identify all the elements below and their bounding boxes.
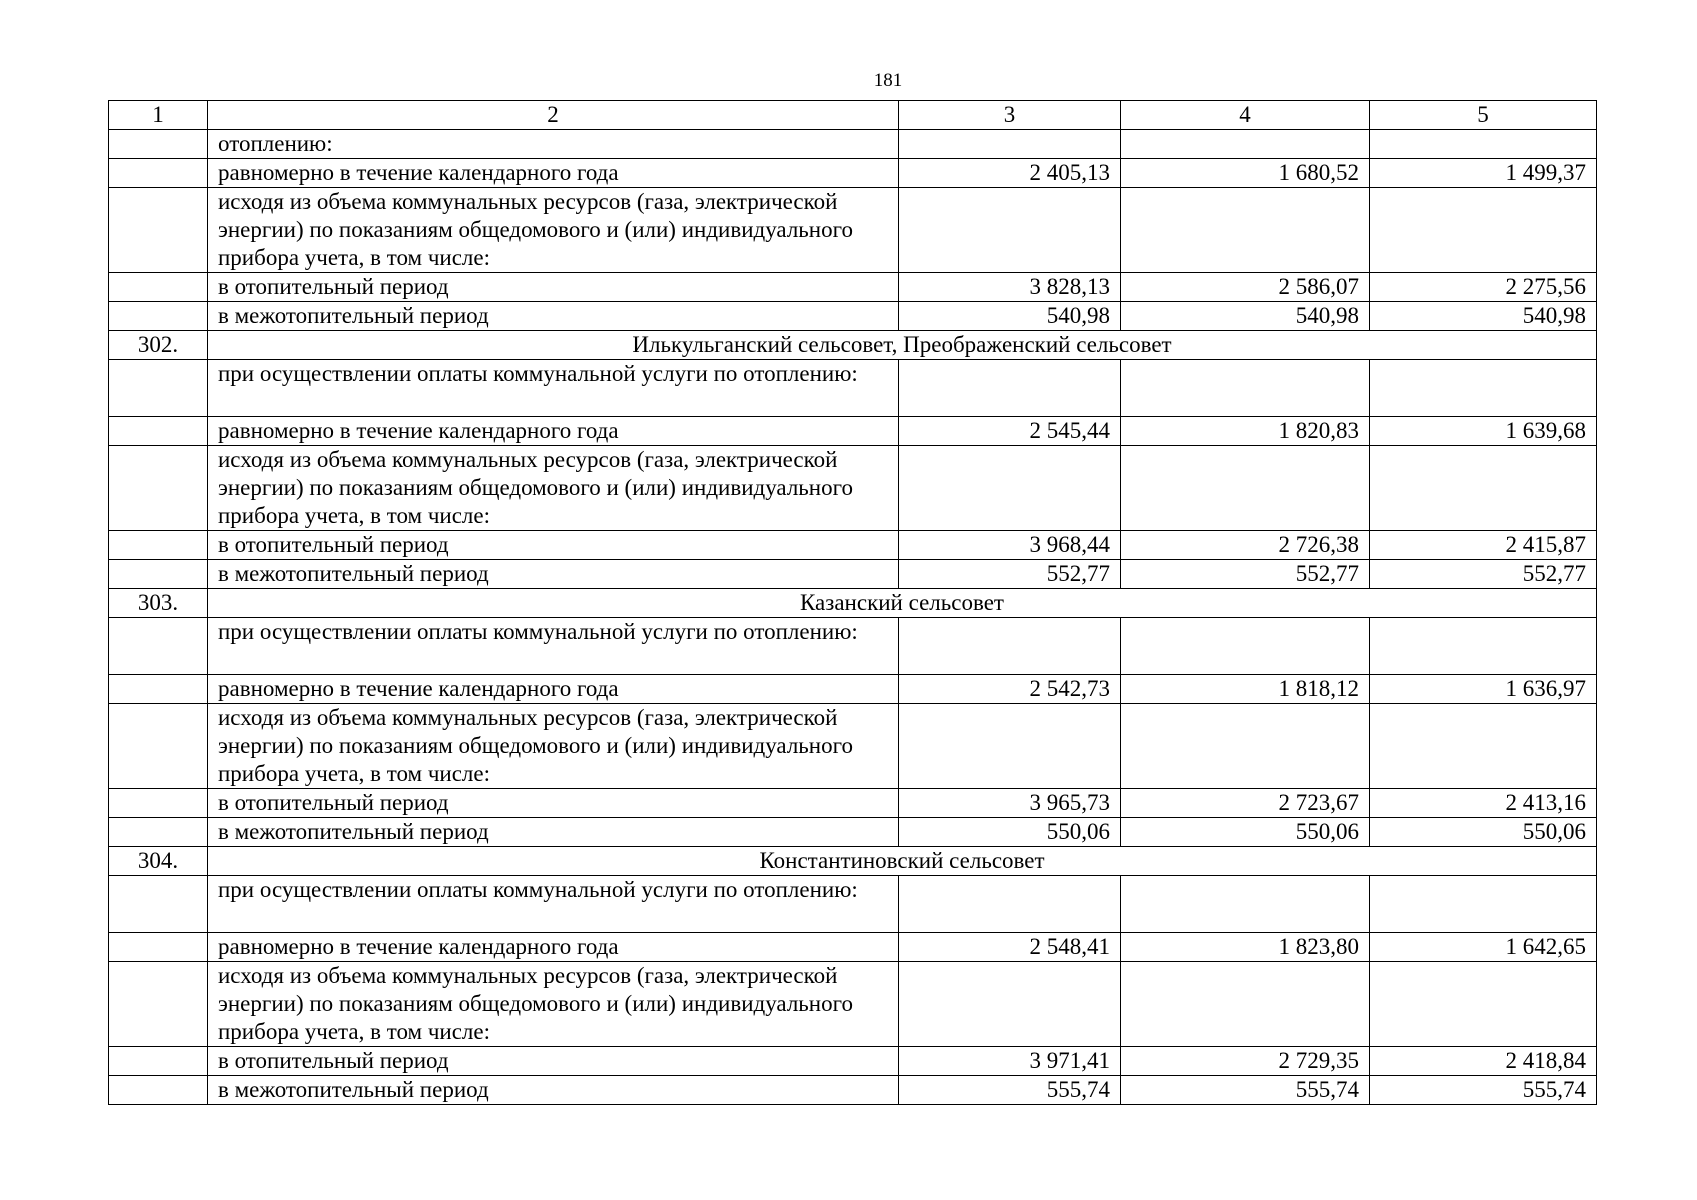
row-number-cell — [109, 188, 208, 273]
table-row — [109, 876, 1597, 933]
table-row — [109, 273, 1597, 302]
value-col3-cell: 552,77 — [899, 560, 1121, 589]
section-title: Илькульганский сельсовет, Преображенский сельсовет — [208, 331, 1597, 360]
description-cell: равномерно в течение календарного года — [208, 417, 899, 446]
row-number-cell — [109, 876, 208, 933]
value-col3-cell: 3 965,73 — [899, 789, 1121, 818]
description-cell: в отопительный период — [208, 531, 899, 560]
row-number-cell — [109, 704, 208, 789]
tariff-table — [108, 100, 1597, 1105]
row-number-cell — [109, 618, 208, 675]
row-number-cell — [109, 360, 208, 417]
description-cell: исходя из объема коммунальных ресурсов (газа, электрической энергии) по показаниям общедомового и (или) индивидуального прибора учета, в том числе: — [208, 962, 899, 1047]
value-col3-cell — [899, 618, 1121, 675]
description-cell: равномерно в течение календарного года — [208, 933, 899, 962]
value-col3-cell — [899, 130, 1121, 159]
description-cell: равномерно в течение календарного года — [208, 159, 899, 188]
value-col4-cell: 2 723,67 — [1121, 789, 1370, 818]
column-header-4: 4 — [1121, 101, 1370, 130]
table-row — [109, 446, 1597, 531]
table-body — [109, 101, 1597, 1105]
value-col5-cell: 1 642,65 — [1370, 933, 1597, 962]
value-col4-cell: 550,06 — [1121, 818, 1370, 847]
table-row — [109, 360, 1597, 417]
value-col5-cell — [1370, 446, 1597, 531]
row-number-cell — [109, 818, 208, 847]
section-title: Константиновский сельсовет — [208, 847, 1597, 876]
row-number-cell — [109, 417, 208, 446]
value-col4-cell — [1121, 360, 1370, 417]
description-cell: исходя из объема коммунальных ресурсов (газа, электрической энергии) по показаниям общедомового и (или) индивидуального прибора учета, в том числе: — [208, 188, 899, 273]
table-row — [109, 302, 1597, 331]
value-col4-cell — [1121, 618, 1370, 675]
description-cell: при осуществлении оплаты коммунальной услуги по отоплению: — [208, 618, 899, 675]
section-row — [109, 847, 1597, 876]
row-number-cell — [109, 159, 208, 188]
row-number-cell — [109, 675, 208, 704]
value-col4-cell — [1121, 130, 1370, 159]
value-col3-cell: 3 971,41 — [899, 1047, 1121, 1076]
value-col3-cell: 2 548,41 — [899, 933, 1121, 962]
value-col3-cell: 550,06 — [899, 818, 1121, 847]
value-col3-cell: 3 968,44 — [899, 531, 1121, 560]
value-col5-cell: 2 413,16 — [1370, 789, 1597, 818]
section-number: 304. — [109, 847, 208, 876]
value-col4-cell: 540,98 — [1121, 302, 1370, 331]
value-col4-cell: 1 818,12 — [1121, 675, 1370, 704]
column-header-1: 1 — [109, 101, 208, 130]
value-col5-cell — [1370, 618, 1597, 675]
description-cell: исходя из объема коммунальных ресурсов (газа, электрической энергии) по показаниям общедомового и (или) индивидуального прибора учета, в том числе: — [208, 446, 899, 531]
row-number-cell — [109, 446, 208, 531]
section-number: 302. — [109, 331, 208, 360]
value-col5-cell: 540,98 — [1370, 302, 1597, 331]
value-col4-cell — [1121, 962, 1370, 1047]
value-col4-cell: 2 586,07 — [1121, 273, 1370, 302]
description-cell: отоплению: — [208, 130, 899, 159]
value-col4-cell: 1 820,83 — [1121, 417, 1370, 446]
row-number-cell — [109, 531, 208, 560]
section-row — [109, 331, 1597, 360]
description-cell: в межотопительный период — [208, 560, 899, 589]
table-row — [109, 188, 1597, 273]
table-row — [109, 818, 1597, 847]
description-cell: в межотопительный период — [208, 302, 899, 331]
value-col5-cell: 1 499,37 — [1370, 159, 1597, 188]
description-cell: в отопительный период — [208, 273, 899, 302]
value-col3-cell: 2 542,73 — [899, 675, 1121, 704]
value-col4-cell — [1121, 188, 1370, 273]
value-col5-cell: 2 415,87 — [1370, 531, 1597, 560]
row-number-cell — [109, 273, 208, 302]
table-row — [109, 159, 1597, 188]
description-cell: в межотопительный период — [208, 818, 899, 847]
row-number-cell — [109, 933, 208, 962]
page-number: 181 — [873, 70, 903, 91]
value-col4-cell: 2 726,38 — [1121, 531, 1370, 560]
value-col3-cell — [899, 360, 1121, 417]
table-row — [109, 130, 1597, 159]
value-col3-cell: 2 405,13 — [899, 159, 1121, 188]
value-col5-cell — [1370, 704, 1597, 789]
column-header-2: 2 — [208, 101, 899, 130]
description-cell: в отопительный период — [208, 1047, 899, 1076]
description-cell: в отопительный период — [208, 789, 899, 818]
value-col5-cell: 555,74 — [1370, 1076, 1597, 1105]
table-row — [109, 704, 1597, 789]
value-col4-cell: 555,74 — [1121, 1076, 1370, 1105]
value-col3-cell — [899, 704, 1121, 789]
column-number-row — [109, 101, 1597, 130]
value-col3-cell: 3 828,13 — [899, 273, 1121, 302]
value-col3-cell: 2 545,44 — [899, 417, 1121, 446]
column-header-3: 3 — [899, 101, 1121, 130]
value-col3-cell — [899, 962, 1121, 1047]
table-row — [109, 417, 1597, 446]
value-col5-cell: 1 639,68 — [1370, 417, 1597, 446]
row-number-cell — [109, 302, 208, 331]
row-number-cell — [109, 962, 208, 1047]
row-number-cell — [109, 1047, 208, 1076]
column-header-5: 5 — [1370, 101, 1597, 130]
table-row — [109, 618, 1597, 675]
value-col5-cell: 2 418,84 — [1370, 1047, 1597, 1076]
value-col3-cell — [899, 446, 1121, 531]
value-col3-cell: 540,98 — [899, 302, 1121, 331]
value-col3-cell: 555,74 — [899, 1076, 1121, 1105]
description-cell: при осуществлении оплаты коммунальной услуги по отоплению: — [208, 360, 899, 417]
value-col5-cell: 552,77 — [1370, 560, 1597, 589]
description-cell: исходя из объема коммунальных ресурсов (газа, электрической энергии) по показаниям общедомового и (или) индивидуального прибора учета, в том числе: — [208, 704, 899, 789]
value-col5-cell — [1370, 962, 1597, 1047]
row-number-cell — [109, 1076, 208, 1105]
table-row — [109, 789, 1597, 818]
row-number-cell — [109, 789, 208, 818]
table-row — [109, 675, 1597, 704]
value-col4-cell — [1121, 876, 1370, 933]
description-cell: при осуществлении оплаты коммунальной услуги по отоплению: — [208, 876, 899, 933]
table-row — [109, 1076, 1597, 1105]
table-row — [109, 933, 1597, 962]
value-col5-cell — [1370, 360, 1597, 417]
description-cell: равномерно в течение календарного года — [208, 675, 899, 704]
value-col4-cell — [1121, 446, 1370, 531]
value-col5-cell: 550,06 — [1370, 818, 1597, 847]
row-number-cell — [109, 560, 208, 589]
description-cell: в межотопительный период — [208, 1076, 899, 1105]
section-title: Казанский сельсовет — [208, 589, 1597, 618]
row-number-cell — [109, 130, 208, 159]
value-col4-cell: 552,77 — [1121, 560, 1370, 589]
value-col5-cell: 1 636,97 — [1370, 675, 1597, 704]
table-row — [109, 962, 1597, 1047]
table-row — [109, 560, 1597, 589]
value-col5-cell — [1370, 188, 1597, 273]
section-number: 303. — [109, 589, 208, 618]
value-col3-cell — [899, 188, 1121, 273]
table-row — [109, 1047, 1597, 1076]
section-row — [109, 589, 1597, 618]
value-col5-cell — [1370, 876, 1597, 933]
value-col4-cell: 2 729,35 — [1121, 1047, 1370, 1076]
value-col5-cell: 2 275,56 — [1370, 273, 1597, 302]
table-row — [109, 531, 1597, 560]
value-col4-cell — [1121, 704, 1370, 789]
value-col5-cell — [1370, 130, 1597, 159]
value-col3-cell — [899, 876, 1121, 933]
value-col4-cell: 1 823,80 — [1121, 933, 1370, 962]
value-col4-cell: 1 680,52 — [1121, 159, 1370, 188]
